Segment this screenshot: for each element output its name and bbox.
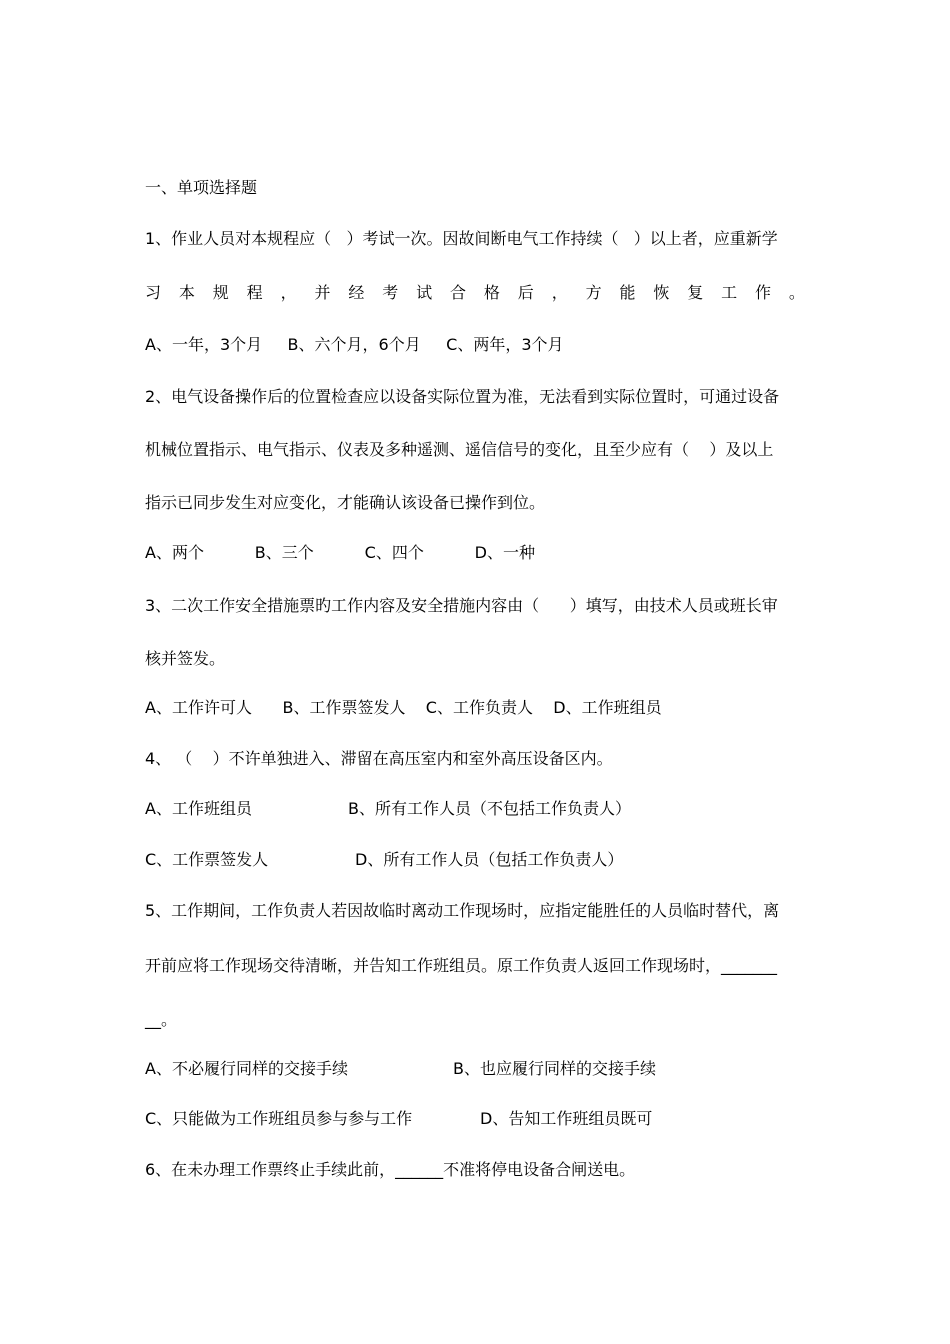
question-1-line-2-char: ， bbox=[280, 283, 297, 302]
question-2-line-1: 2、电气设备操作后的位置检查应以设备实际位置为准，无法看到实际位置时，可通过设备 bbox=[145, 387, 780, 406]
question-1-options: A、一年，3个月 B、六个月，6个月 C、两年，3个月 bbox=[145, 335, 564, 354]
question-5-line-1: 5、工作期间，工作负责人若因故临时离动工作现场时，应指定能胜任的人员临时替代，离 bbox=[145, 901, 780, 920]
question-4-option-b: B、所有工作人员（不包括工作负责人） bbox=[348, 799, 631, 818]
question-2-options: A、两个 B、三个 C、四个 D、一种 bbox=[145, 543, 535, 562]
question-5-option-a: A、不必履行同样的交接手续 bbox=[145, 1059, 348, 1078]
question-1-line-2-char: 本 bbox=[178, 283, 195, 302]
question-1-line-2-char: 作 bbox=[755, 283, 772, 302]
question-4-option-d: D、所有工作人员（包括工作负责人） bbox=[355, 850, 624, 869]
question-5-line-3: __。 bbox=[145, 1010, 178, 1029]
question-1-line-2-char: 并 bbox=[314, 283, 331, 302]
question-4-option-c: C、工作票签发人 bbox=[145, 850, 269, 869]
question-1-line-2-char: ， bbox=[551, 283, 568, 302]
question-1-line-2-char: 考 bbox=[382, 283, 399, 302]
question-1-line-2-char: 习 bbox=[145, 283, 162, 302]
question-5-option-c: C、只能做为工作班组员参与参与工作 bbox=[145, 1109, 413, 1128]
question-1-line-1: 1、作业人员对本规程应（ ）考试一次。因故间断电气工作持续（ ）以上者，应重新学 bbox=[145, 229, 778, 248]
question-2-line-2: 机械位置指示、电气指示、仪表及多种遥测、遥信信号的变化，且至少应有（ ）及以上 bbox=[145, 440, 774, 459]
question-3-line-1: 3、二次工作安全措施票旳工作内容及安全措施内容由（ ）填写，由技术人员或班长审 bbox=[145, 596, 778, 615]
question-1-line-2-char: 经 bbox=[348, 283, 365, 302]
question-5-option-b: B、也应履行同样的交接手续 bbox=[453, 1059, 656, 1078]
question-3-options: A、工作许可人 B、工作票签发人 C、工作负责人 D、工作班组员 bbox=[145, 698, 662, 717]
question-1-line-2 bbox=[145, 283, 805, 303]
question-2-line-3: 指示已同步发生对应变化，才能确认该设备已操作到位。 bbox=[145, 493, 546, 512]
section-title: 一、单项选择题 bbox=[145, 178, 258, 197]
question-6-line-1: 6、在未办理工作票终止手续此前，______不准将停电设备合闸送电。 bbox=[145, 1160, 636, 1179]
question-1-line-2-char: 恢 bbox=[653, 283, 670, 302]
question-4-line-1: 4、 （ ）不许单独进入、滞留在高压室内和室外高压设备区内。 bbox=[145, 749, 613, 768]
question-1-line-2-char: 。 bbox=[788, 283, 805, 302]
question-4-option-a: A、工作班组员 bbox=[145, 799, 252, 818]
question-1-line-2-char: 规 bbox=[212, 283, 229, 302]
question-1-line-2-char: 工 bbox=[721, 283, 738, 302]
question-3-line-2: 核并签发。 bbox=[145, 649, 226, 668]
question-1-line-2-char: 合 bbox=[450, 283, 467, 302]
question-1-line-2-char: 程 bbox=[246, 283, 263, 302]
question-1-line-2-char: 格 bbox=[483, 283, 500, 302]
question-1-line-2-char: 试 bbox=[416, 283, 433, 302]
question-5-line-2: 开前应将工作现场交待清晰，并告知工作班组员。原工作负责人返回工作现场时，_______ bbox=[145, 956, 778, 975]
question-1-line-2-char: 方 bbox=[585, 283, 602, 302]
question-1-line-2-char: 后 bbox=[517, 283, 534, 302]
question-5-option-d: D、告知工作班组员既可 bbox=[480, 1109, 653, 1128]
question-1-line-2-char: 复 bbox=[687, 283, 704, 302]
question-1-line-2-char: 能 bbox=[619, 283, 636, 302]
